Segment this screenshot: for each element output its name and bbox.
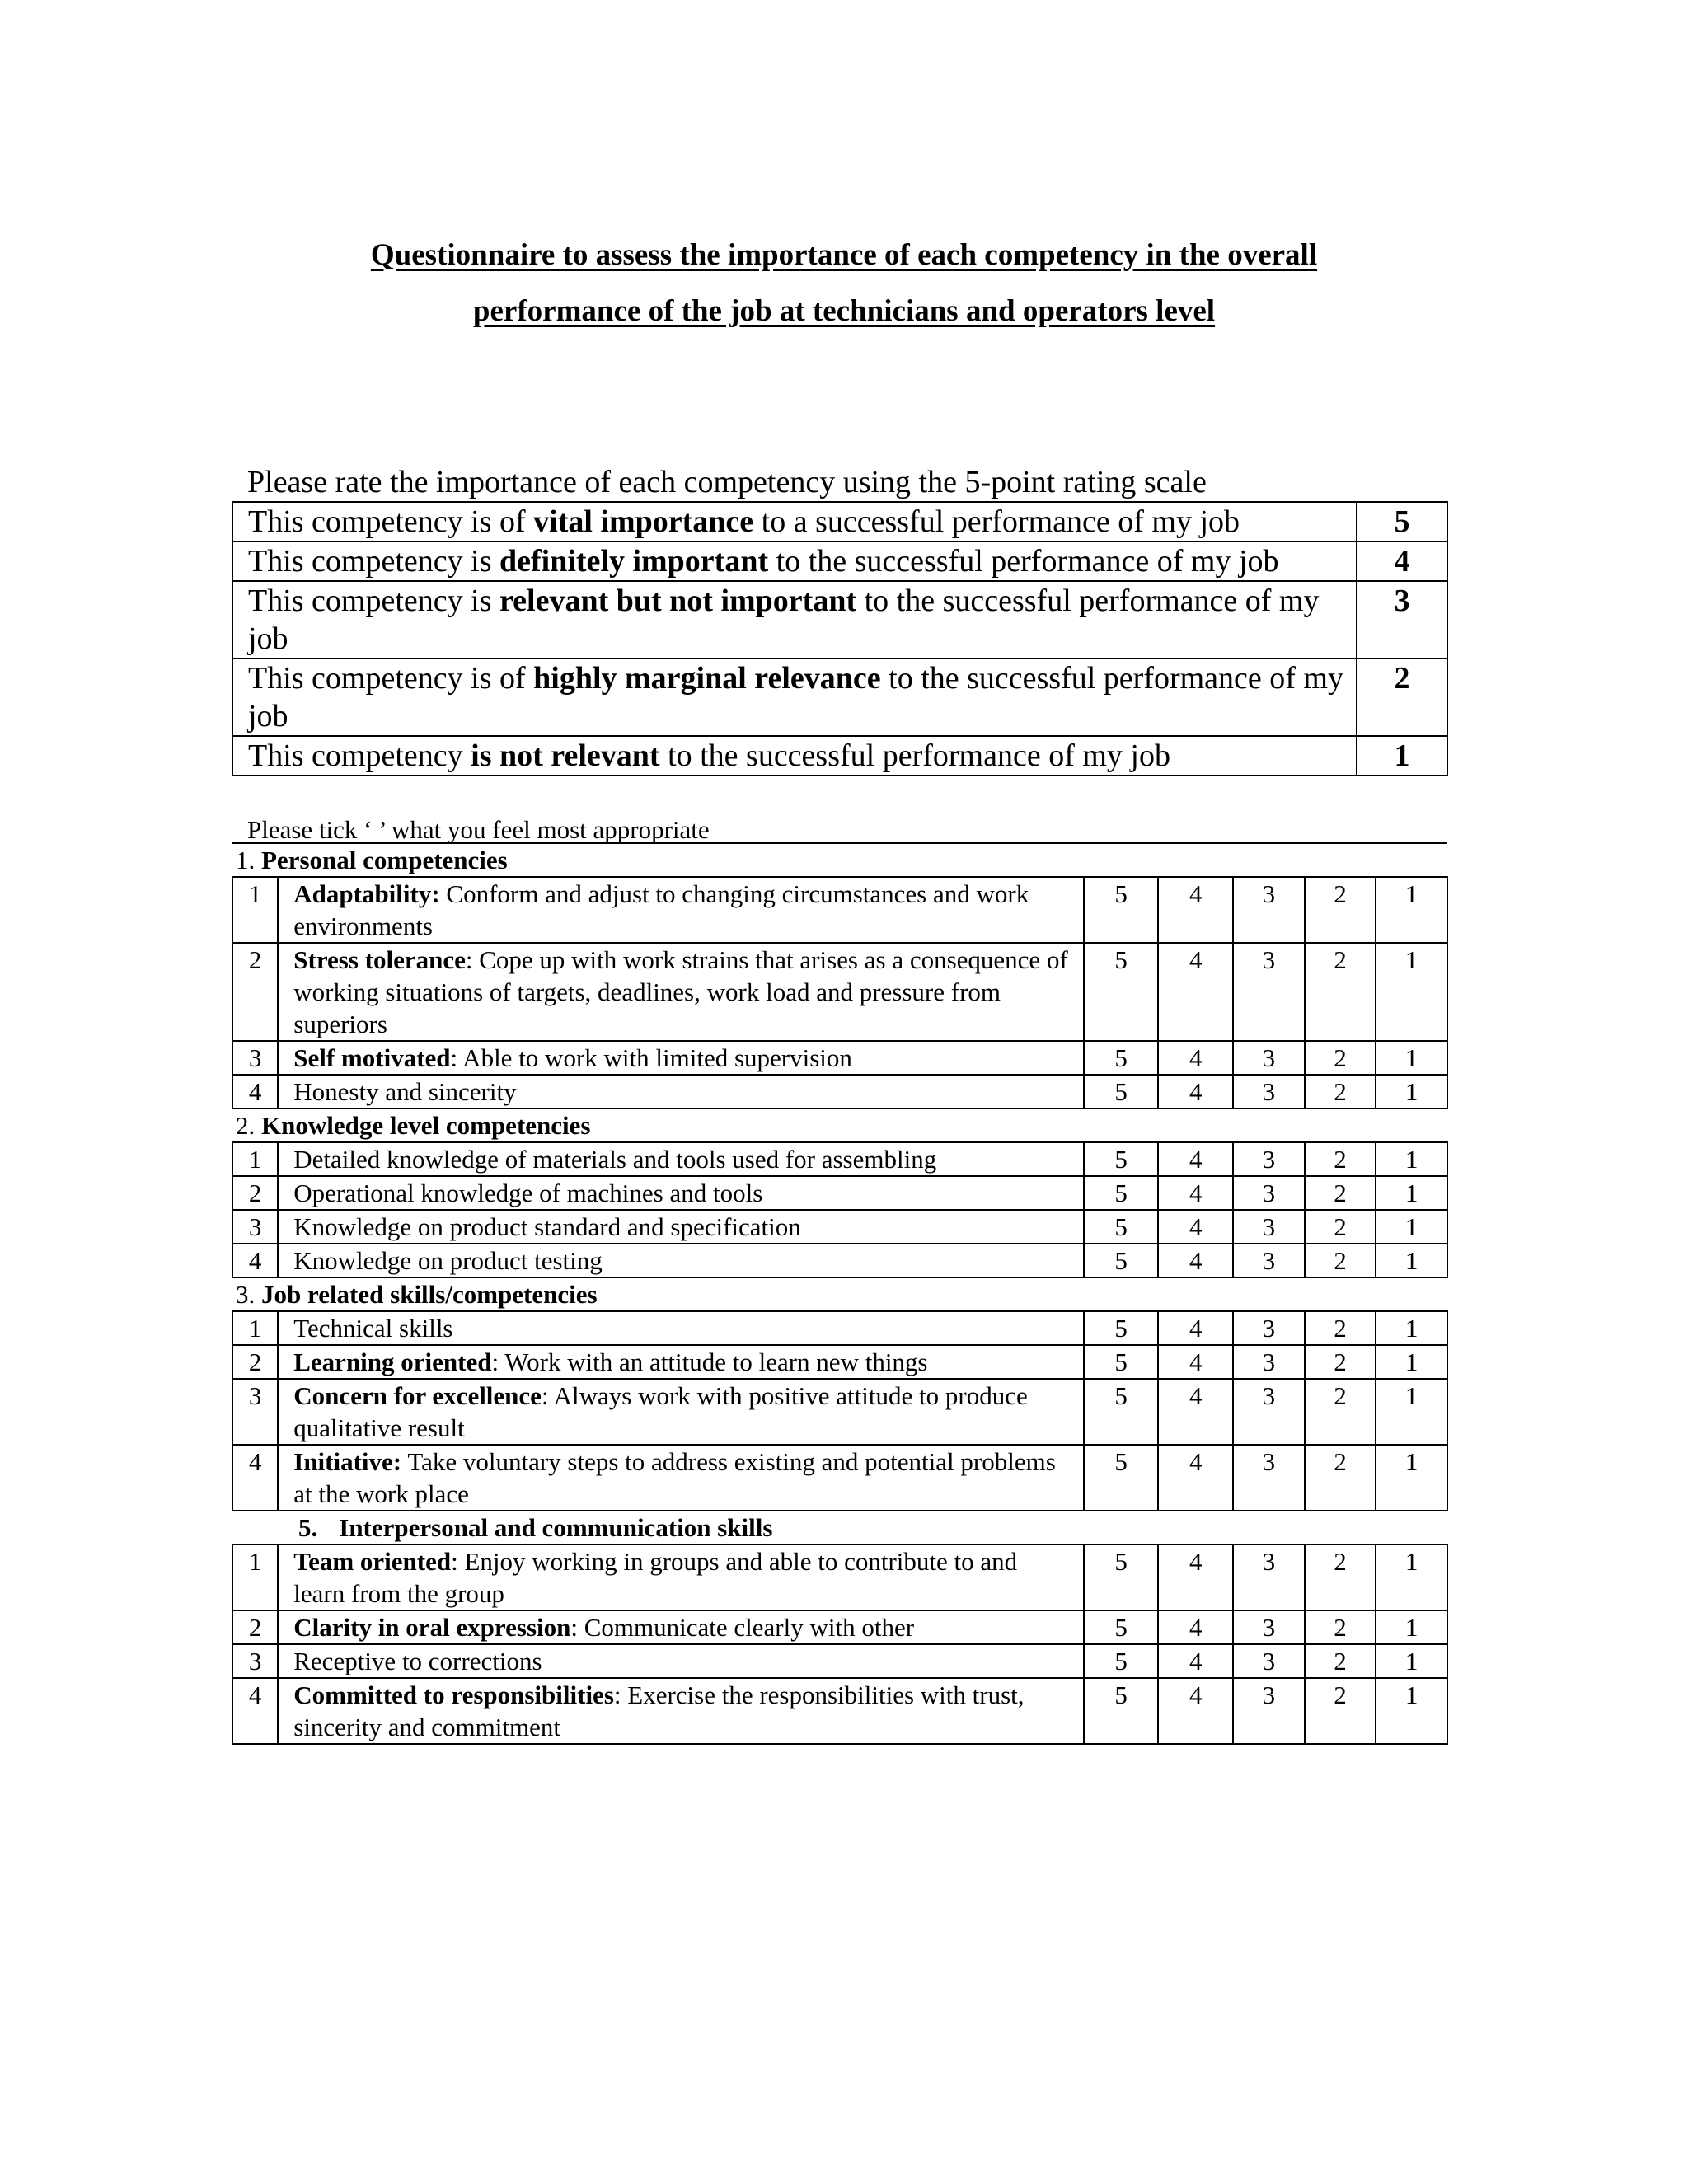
rating-5-cell[interactable]: 5: [1084, 1345, 1159, 1379]
page-title-line-2: performance of the job at technicians and operators level: [472, 294, 1216, 328]
rating-5-cell[interactable]: 5: [1084, 1445, 1159, 1511]
rating-2-cell[interactable]: 2: [1305, 1210, 1376, 1244]
rating-5-cell[interactable]: 5: [1084, 1142, 1159, 1176]
item-number: 1: [232, 877, 278, 943]
item-number: 4: [232, 1075, 278, 1108]
item-text: Adaptability: Conform and adjust to changing circumstances and work environments: [278, 877, 1084, 943]
scale-score: 2: [1357, 658, 1447, 736]
rating-1-cell[interactable]: 1: [1376, 1644, 1447, 1678]
section-header: [232, 1108, 1447, 1142]
competency-row: [232, 1210, 1447, 1244]
rating-4-cell[interactable]: 4: [1158, 943, 1233, 1041]
rating-4-cell[interactable]: 4: [1158, 1244, 1233, 1277]
rating-4-cell[interactable]: 4: [1158, 1544, 1233, 1610]
rating-4-cell[interactable]: 4: [1158, 1610, 1233, 1644]
competency-row: [232, 1311, 1447, 1345]
rating-1-cell[interactable]: 1: [1376, 1445, 1447, 1511]
rating-2-cell[interactable]: 2: [1305, 943, 1376, 1041]
rating-5-cell[interactable]: 5: [1084, 1210, 1159, 1244]
competency-row: [232, 1176, 1447, 1210]
competency-row: [232, 1345, 1447, 1379]
scale-row: [232, 541, 1447, 581]
rating-2-cell[interactable]: 2: [1305, 1244, 1376, 1277]
item-text: Clarity in oral expression: Communicate clearly with other: [278, 1610, 1084, 1644]
rating-2-cell[interactable]: 2: [1305, 1445, 1376, 1511]
item-text: Learning oriented: Work with an attitude to learn new things: [278, 1345, 1084, 1379]
rating-4-cell[interactable]: 4: [1158, 1142, 1233, 1176]
scale-description: This competency is not relevant to the successful performance of my job: [232, 736, 1357, 776]
rating-3-cell[interactable]: 3: [1233, 1311, 1305, 1345]
rating-3-cell[interactable]: 3: [1233, 1075, 1305, 1108]
item-text: Committed to responsibilities: Exercise the responsibilities with trust, sincerity and commitment: [278, 1678, 1084, 1744]
competency-row: [232, 1544, 1447, 1610]
item-text: Initiative: Take voluntary steps to address existing and potential problems at the work place: [278, 1445, 1084, 1511]
rating-3-cell[interactable]: 3: [1233, 1244, 1305, 1277]
scale-row: [232, 658, 1447, 736]
item-number: 3: [232, 1210, 278, 1244]
scale-row: [232, 581, 1447, 658]
rating-4-cell[interactable]: 4: [1158, 1041, 1233, 1075]
rating-4-cell[interactable]: 4: [1158, 1345, 1233, 1379]
rating-3-cell[interactable]: 3: [1233, 1610, 1305, 1644]
rating-5-cell[interactable]: 5: [1084, 1610, 1159, 1644]
item-number: 3: [232, 1041, 278, 1075]
rating-1-cell[interactable]: 1: [1376, 1311, 1447, 1345]
section-header: [232, 1511, 1447, 1544]
section-header: [232, 843, 1447, 877]
rating-3-cell[interactable]: 3: [1233, 943, 1305, 1041]
rating-1-cell[interactable]: 1: [1376, 1544, 1447, 1610]
page-title-line-1: Questionnaire to assess the importance of each competency in the overall: [370, 238, 1318, 272]
rating-3-cell[interactable]: 3: [1233, 1210, 1305, 1244]
rating-scale-table: [232, 501, 1448, 776]
rating-1-cell[interactable]: 1: [1376, 1610, 1447, 1644]
rating-2-cell[interactable]: 2: [1305, 1345, 1376, 1379]
rating-5-cell[interactable]: 5: [1084, 1678, 1159, 1744]
rating-1-cell[interactable]: 1: [1376, 1345, 1447, 1379]
rating-1-cell[interactable]: 1: [1376, 1176, 1447, 1210]
competency-row: [232, 1244, 1447, 1277]
item-number: 1: [232, 1142, 278, 1176]
scale-description: This competency is relevant but not important to the successful performance of my job: [232, 581, 1357, 658]
item-text: Concern for excellence: Always work with positive attitude to produce qualitative result: [278, 1379, 1084, 1445]
competency-row: [232, 877, 1447, 943]
rating-3-cell[interactable]: 3: [1233, 877, 1305, 943]
scale-description: This competency is definitely important to the successful performance of my job: [232, 541, 1357, 581]
rating-2-cell[interactable]: 2: [1305, 877, 1376, 943]
rating-3-cell[interactable]: 3: [1233, 1678, 1305, 1744]
tick-instruction: Please tick ‘ ’ what you feel most appropriate: [247, 815, 710, 844]
rating-2-cell[interactable]: 2: [1305, 1311, 1376, 1345]
item-number: 2: [232, 943, 278, 1041]
rating-5-cell[interactable]: 5: [1084, 1075, 1159, 1108]
competency-table: [232, 842, 1448, 1745]
rating-1-cell[interactable]: 1: [1376, 877, 1447, 943]
rating-2-cell[interactable]: 2: [1305, 1610, 1376, 1644]
rating-5-cell[interactable]: 5: [1084, 1244, 1159, 1277]
competency-row: [232, 1041, 1447, 1075]
scale-score: 5: [1357, 502, 1447, 541]
scale-score: 4: [1357, 541, 1447, 581]
section-title: 3. Job related skills/competencies: [232, 1277, 1447, 1311]
rating-4-cell[interactable]: 4: [1158, 1075, 1233, 1108]
rating-5-cell[interactable]: 5: [1084, 1176, 1159, 1210]
competency-row: [232, 1678, 1447, 1744]
rating-2-cell[interactable]: 2: [1305, 1644, 1376, 1678]
item-text: Knowledge on product standard and specification: [278, 1210, 1084, 1244]
rating-4-cell[interactable]: 4: [1158, 1678, 1233, 1744]
scale-row: [232, 736, 1447, 776]
rating-3-cell[interactable]: 3: [1233, 1644, 1305, 1678]
rating-2-cell[interactable]: 2: [1305, 1176, 1376, 1210]
competency-row: [232, 943, 1447, 1041]
rating-1-cell[interactable]: 1: [1376, 1210, 1447, 1244]
rating-4-cell[interactable]: 4: [1158, 1176, 1233, 1210]
item-number: 2: [232, 1610, 278, 1644]
item-text: Honesty and sincerity: [278, 1075, 1084, 1108]
rating-5-cell[interactable]: 5: [1084, 877, 1159, 943]
section-title: 2. Knowledge level competencies: [232, 1108, 1447, 1142]
rating-5-cell[interactable]: 5: [1084, 1544, 1159, 1610]
rating-1-cell[interactable]: 1: [1376, 943, 1447, 1041]
item-text: Team oriented: Enjoy working in groups and able to contribute to and learn from the group: [278, 1544, 1084, 1610]
section-header: [232, 1277, 1447, 1311]
competency-row: [232, 1610, 1447, 1644]
item-number: 2: [232, 1345, 278, 1379]
rating-3-cell[interactable]: 3: [1233, 1041, 1305, 1075]
rating-3-cell[interactable]: 3: [1233, 1544, 1305, 1610]
item-text: Knowledge on product testing: [278, 1244, 1084, 1277]
item-number: 2: [232, 1176, 278, 1210]
item-text: Receptive to corrections: [278, 1644, 1084, 1678]
item-number: 3: [232, 1379, 278, 1445]
rating-1-cell[interactable]: 1: [1376, 1142, 1447, 1176]
scale-score: 1: [1357, 736, 1447, 776]
item-text: Detailed knowledge of materials and tools used for assembling: [278, 1142, 1084, 1176]
rating-5-cell[interactable]: 5: [1084, 1311, 1159, 1345]
rating-1-cell[interactable]: 1: [1376, 1379, 1447, 1445]
rating-3-cell[interactable]: 3: [1233, 1345, 1305, 1379]
rating-4-cell[interactable]: 4: [1158, 877, 1233, 943]
item-number: 1: [232, 1544, 278, 1610]
rating-3-cell[interactable]: 3: [1233, 1445, 1305, 1511]
item-text: Technical skills: [278, 1311, 1084, 1345]
rating-4-cell[interactable]: 4: [1158, 1210, 1233, 1244]
competency-row: [232, 1142, 1447, 1176]
scale-row: [232, 502, 1447, 541]
scale-score: 3: [1357, 581, 1447, 658]
rating-5-cell[interactable]: 5: [1084, 1041, 1159, 1075]
rating-1-cell[interactable]: 1: [1376, 1678, 1447, 1744]
item-number: 1: [232, 1311, 278, 1345]
rating-4-cell[interactable]: 4: [1158, 1445, 1233, 1511]
item-text: Operational knowledge of machines and tools: [278, 1176, 1084, 1210]
rating-1-cell[interactable]: 1: [1376, 1075, 1447, 1108]
rating-2-cell[interactable]: 2: [1305, 1379, 1376, 1445]
rating-3-cell[interactable]: 3: [1233, 1379, 1305, 1445]
competency-row: [232, 1379, 1447, 1445]
rating-2-cell[interactable]: 2: [1305, 1142, 1376, 1176]
rating-1-cell[interactable]: 1: [1376, 1244, 1447, 1277]
section-title: 5. Interpersonal and communication skills: [232, 1511, 1447, 1544]
rating-5-cell[interactable]: 5: [1084, 1644, 1159, 1678]
item-number: 4: [232, 1445, 278, 1511]
competency-row: [232, 1075, 1447, 1108]
rating-4-cell[interactable]: 4: [1158, 1644, 1233, 1678]
rating-3-cell[interactable]: 3: [1233, 1142, 1305, 1176]
scale-description: This competency is of highly marginal relevance to the successful performance of my job: [232, 658, 1357, 736]
rating-4-cell[interactable]: 4: [1158, 1311, 1233, 1345]
item-text: Stress tolerance: Cope up with work strains that arises as a consequence of working situations of targets, deadlines, work load and pressure from superiors: [278, 943, 1084, 1041]
rating-3-cell[interactable]: 3: [1233, 1176, 1305, 1210]
rating-5-cell[interactable]: 5: [1084, 943, 1159, 1041]
rating-1-cell[interactable]: 1: [1376, 1041, 1447, 1075]
item-text: Self motivated: Able to work with limited supervision: [278, 1041, 1084, 1075]
item-number: 3: [232, 1644, 278, 1678]
rating-2-cell[interactable]: 2: [1305, 1075, 1376, 1108]
rating-2-cell[interactable]: 2: [1305, 1544, 1376, 1610]
rating-4-cell[interactable]: 4: [1158, 1379, 1233, 1445]
section-title: 1. Personal competencies: [232, 843, 1447, 877]
rating-scale-intro: Please rate the importance of each competency using the 5-point rating scale: [247, 465, 1207, 499]
scale-description: This competency is of vital importance to a successful performance of my job: [232, 502, 1357, 541]
competency-row: [232, 1644, 1447, 1678]
competency-row: [232, 1445, 1447, 1511]
rating-2-cell[interactable]: 2: [1305, 1041, 1376, 1075]
rating-2-cell[interactable]: 2: [1305, 1678, 1376, 1744]
item-number: 4: [232, 1678, 278, 1744]
item-number: 4: [232, 1244, 278, 1277]
rating-5-cell[interactable]: 5: [1084, 1379, 1159, 1445]
